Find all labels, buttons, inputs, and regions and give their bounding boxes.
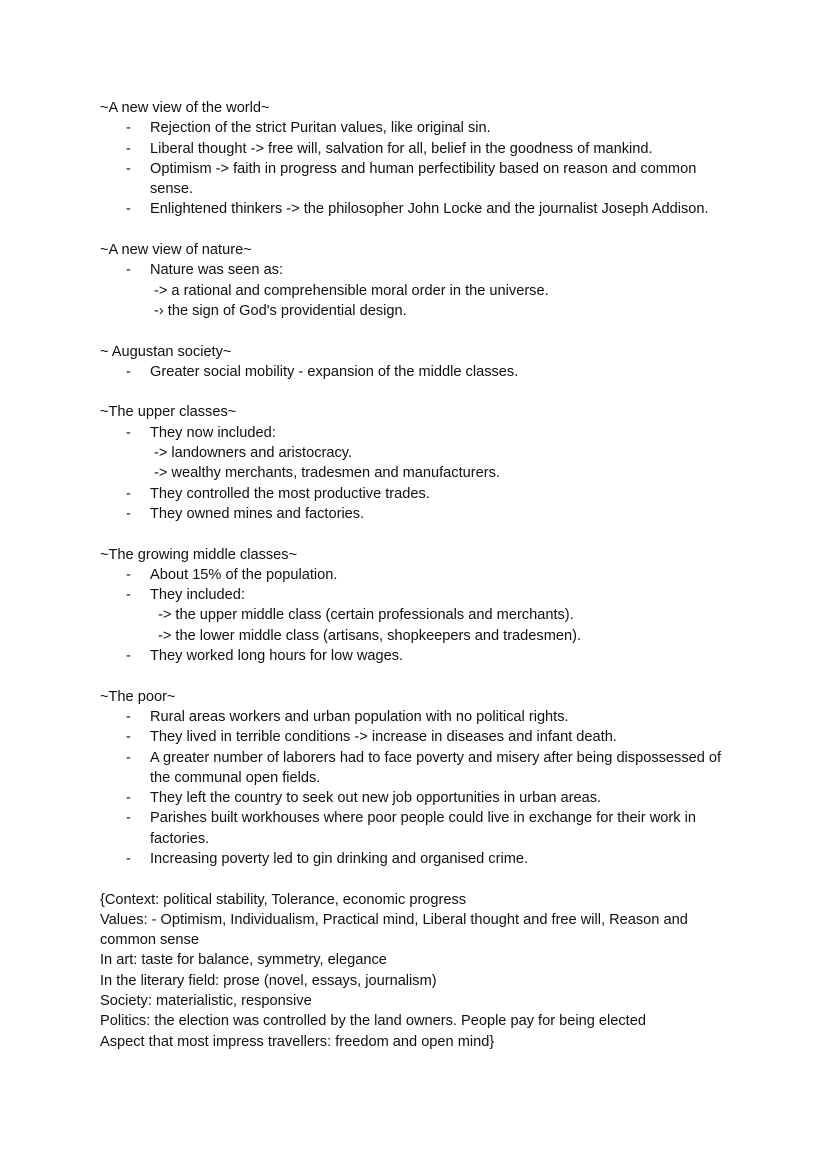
section [100,342,730,383]
section [100,98,730,220]
list-item-text: They included: [150,587,245,604]
section [100,240,730,321]
sub-item: -> landowners and aristocracy. [154,445,353,462]
list-item [100,808,725,849]
bullet-dash: - [126,505,131,522]
list-item [100,646,725,666]
section [100,545,730,667]
list-item-text: Rejection of the strict Puritan values, like original sin. [150,120,491,137]
bullet-dash: - [126,729,131,746]
bullet-dash: - [126,587,131,604]
section-heading: ~ Augustan society~ [100,343,232,360]
bullet-dash: - [126,120,131,137]
list-item [100,139,725,159]
list-item [100,118,725,138]
sub-item: -> a rational and comprehensible moral order in the universe. [154,282,549,299]
list-item-text: They left the country to seek out new job opportunities in urban areas. [150,790,602,807]
list-item-text: They controlled the most productive trades. [150,485,430,502]
list-item-text: Enlightened thinkers -> the philosopher John Locke and the journalist Joseph Addison. [150,201,709,218]
bullet-dash: - [126,140,131,157]
sub-item: -› the sign of God's providential design. [154,302,407,319]
bullet-dash: - [126,810,131,827]
list-item [100,788,725,808]
list-item-text: They lived in terrible conditions -> increase in diseases and infant death. [150,729,617,746]
bullet-dash: - [126,566,131,583]
list-item-text: Rural areas workers and urban population with no political rights. [150,708,569,725]
context-line: Values: - Optimism, Individualism, Practical mind, Liberal thought and free will, Reason and common sense [100,911,688,949]
bullet-dash: - [126,850,131,867]
list-item-text: Parishes built workhouses where poor people could live in exchange for their work in factories. [150,810,696,847]
sub-item: -> wealthy merchants, tradesmen and manufacturers. [154,465,500,482]
section-heading: ~A new view of nature~ [100,242,252,259]
bullet-dash: - [126,485,131,502]
list-item-text: Greater social mobility - expansion of the middle classes. [150,363,519,380]
section-heading: ~The growing middle classes~ [100,546,298,563]
list-item-text: Increasing poverty led to gin drinking and organised crime. [150,850,529,867]
bullet-dash: - [126,790,131,807]
context-line: Politics: the election was controlled by the land owners. People pay for being elected [100,1013,646,1030]
context-summary [100,890,730,1052]
context-line: Society: materialistic, responsive [100,993,312,1010]
context-line: Aspect that most impress travellers: freedom and open mind} [100,1033,495,1050]
list-item [100,727,725,747]
section [100,402,730,524]
sub-item: -> the upper middle class (certain professionals and merchants). [158,607,574,624]
bullet-dash: - [126,648,131,665]
list-item [100,585,725,605]
context-line: In the literary field: prose (novel, essays, journalism) [100,972,437,989]
list-item [100,199,725,219]
context-line: {Context: political stability, Tolerance, economic progress [100,891,467,908]
section-heading: ~The poor~ [100,688,176,705]
bullet-dash: - [126,262,131,279]
bullet-dash: - [126,160,131,177]
document-body [100,98,730,1052]
list-item [100,504,725,524]
list-item [100,423,725,443]
bullet-dash: - [126,363,131,380]
section [100,687,730,870]
list-item-text: They owned mines and factories. [150,505,365,522]
list-item [100,159,725,200]
list-item [100,707,725,727]
context-line: In art: taste for balance, symmetry, elegance [100,952,387,969]
list-item [100,565,725,585]
section-heading: ~A new view of the world~ [100,100,270,116]
sub-item: -> the lower middle class (artisans, shopkeepers and tradesmen). [158,627,582,644]
bullet-dash: - [126,201,131,218]
list-item-text: A greater number of laborers had to face poverty and misery after being dispossessed of the communal open fields. [150,749,722,786]
list-item-text: Nature was seen as: [150,262,284,279]
list-item-text: Liberal thought -> free will, salvation for all, belief in the goodness of mankind. [150,140,653,157]
list-item-text: Optimism -> faith in progress and human perfectibility based on reason and common sense. [150,160,697,198]
list-item [100,849,725,869]
section-heading: ~The upper classes~ [100,404,237,421]
list-item-text: About 15% of the population. [150,566,338,583]
list-item [100,362,725,382]
bullet-dash: - [126,708,131,725]
list-item [100,484,725,504]
list-item-text: They now included: [150,424,276,441]
list-item [100,748,725,789]
list-item-text: They worked long hours for low wages. [150,648,404,665]
bullet-dash: - [126,424,131,441]
bullet-dash: - [126,749,131,766]
list-item [100,260,725,280]
